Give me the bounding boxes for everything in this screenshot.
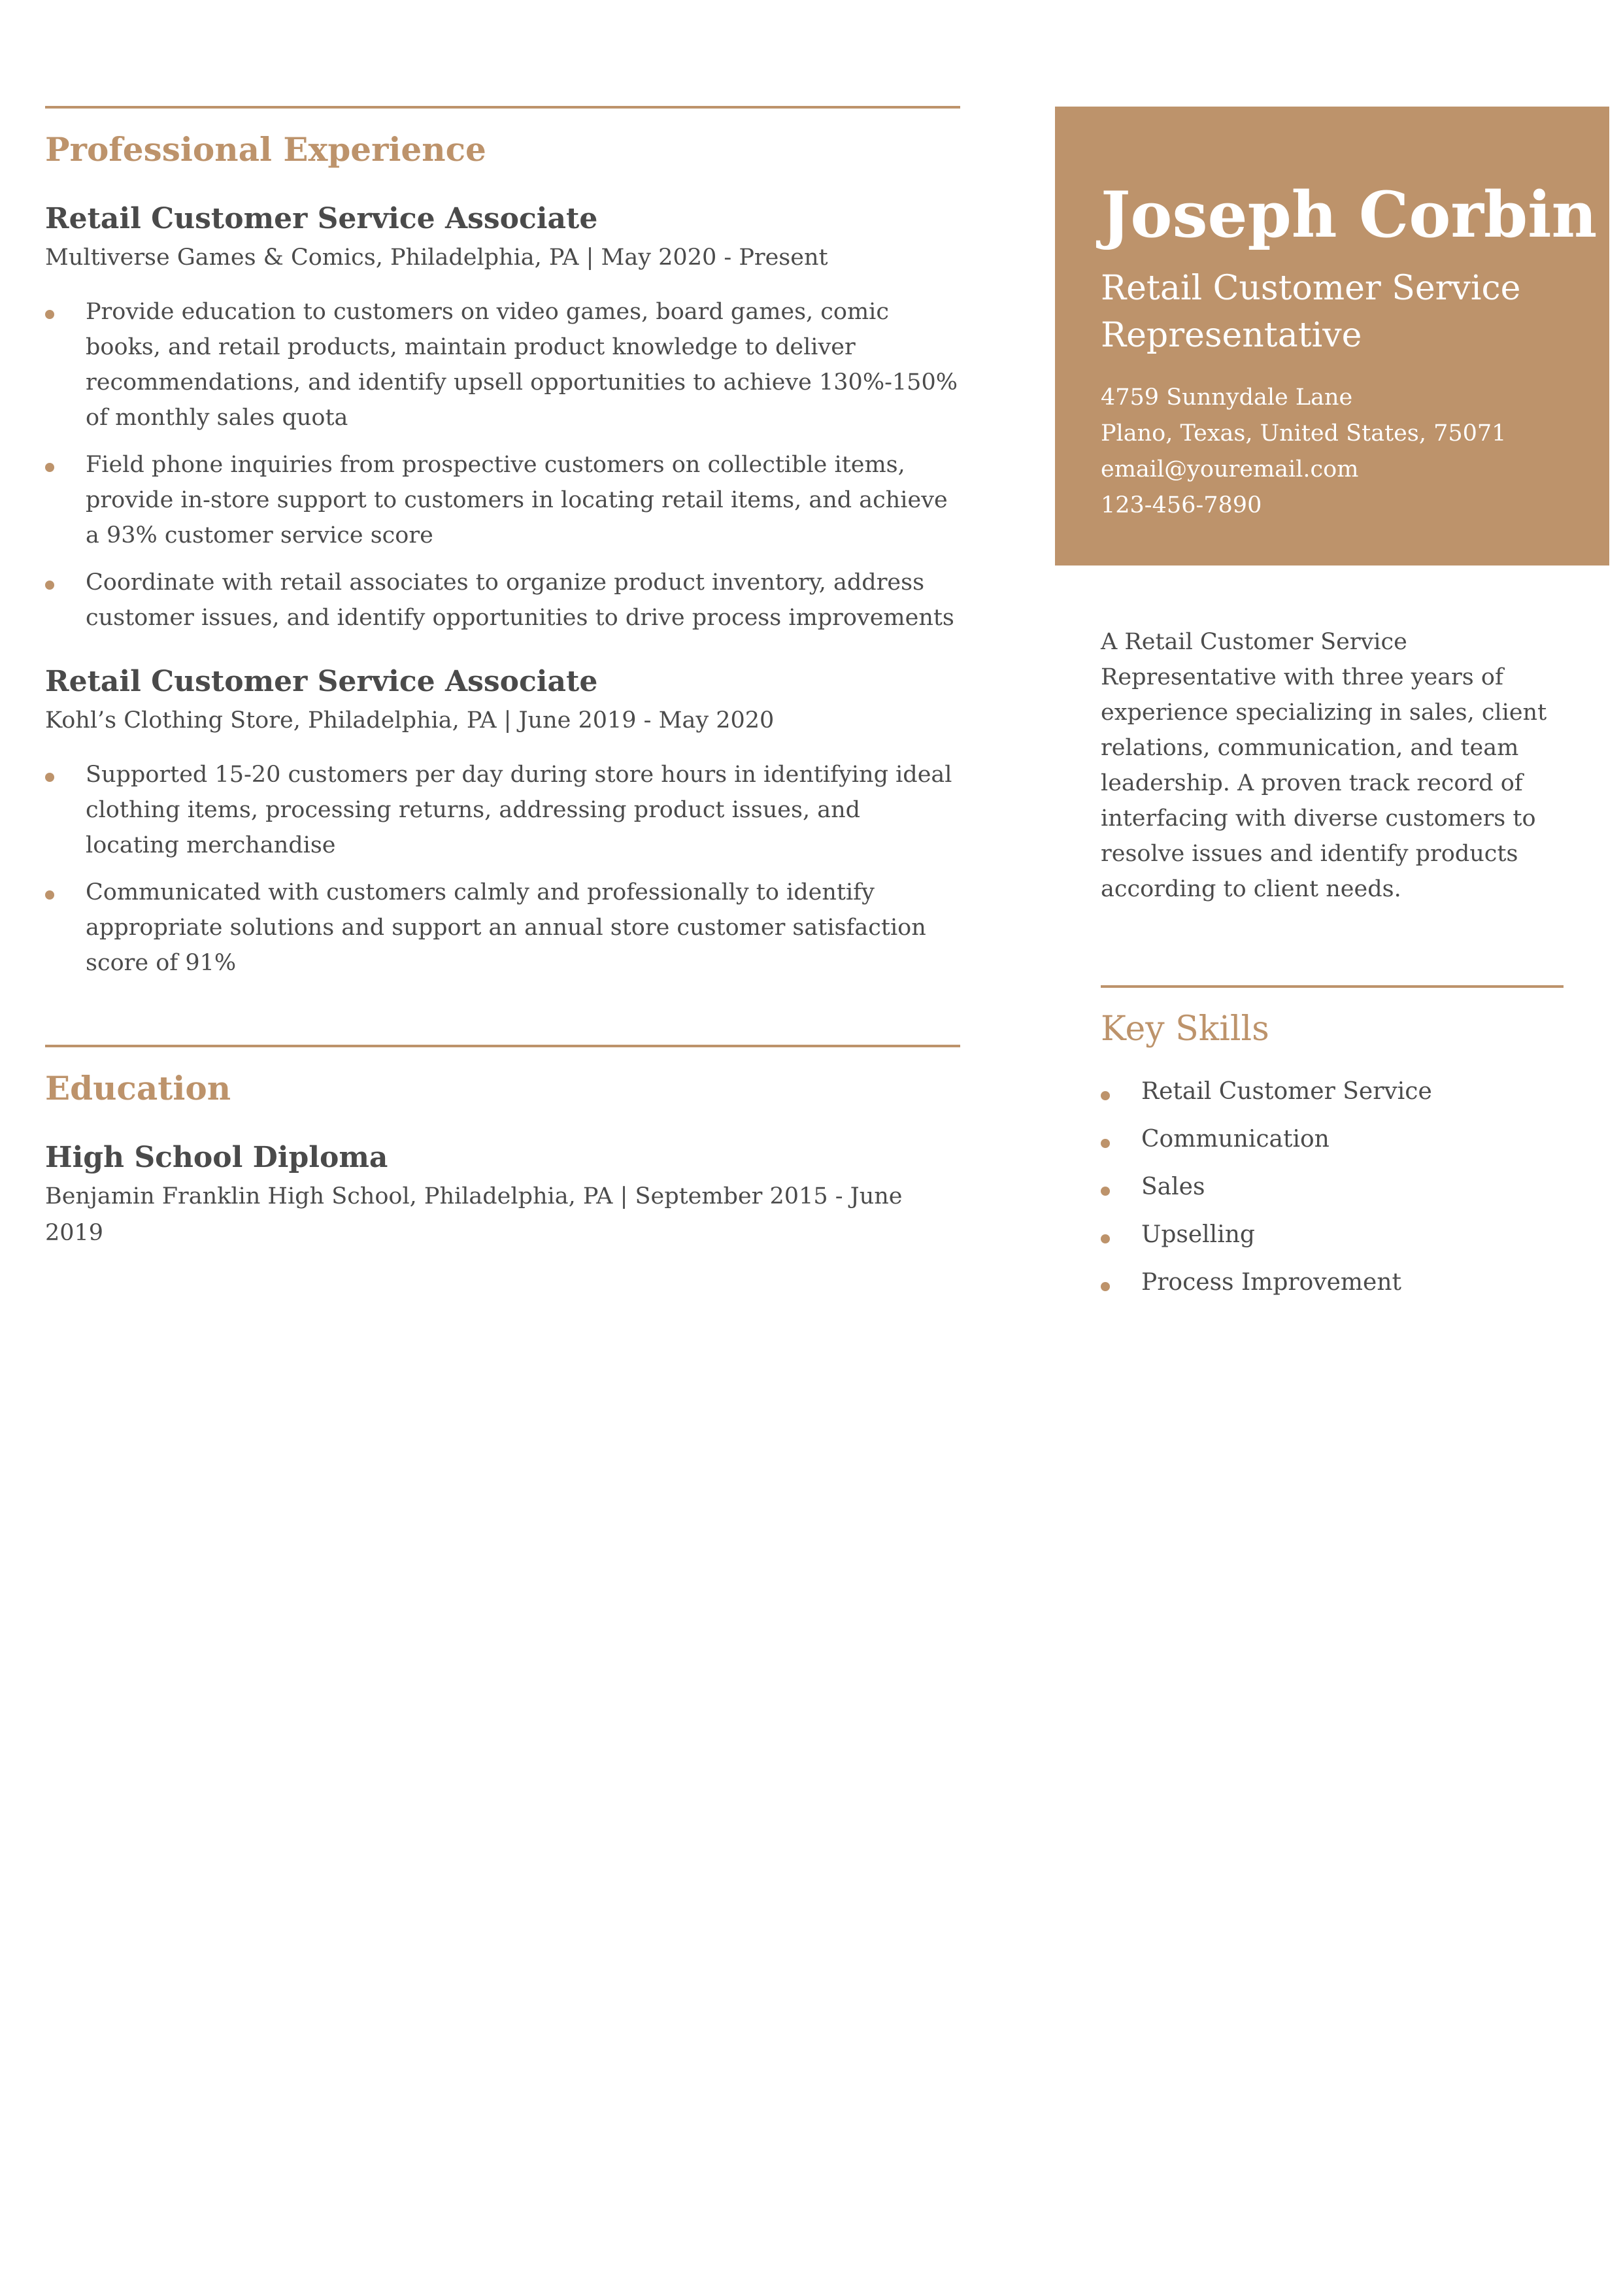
degree-title: High School Diploma — [45, 1141, 388, 1174]
skill-item — [1101, 1122, 1564, 1157]
main-column — [45, 106, 960, 1251]
contact-phone[interactable]: 123-456-7890 — [1101, 492, 1262, 518]
bullet-text: Supported 15-20 customers per day during store hours in identifying ideal clothing items, processing returns, addressing product issues, and locating merchandise — [86, 762, 952, 858]
bullet-dot-icon — [45, 310, 54, 319]
bullet-dot-icon — [1101, 1139, 1110, 1148]
skill-item — [1101, 1170, 1564, 1205]
job-title: Retail Customer Service Associate — [45, 665, 598, 698]
skill-item — [1101, 1217, 1564, 1253]
job-entry — [45, 662, 960, 981]
bullet-dot-icon — [45, 463, 54, 472]
bullet-item — [45, 565, 960, 635]
profile-summary: A Retail Customer Service Representative with three years of experience specializing in sales, client relations, communication, and team leadership. A proven track record of interfacing with diverse customers to resolve issues and identify products according to client needs. — [1101, 629, 1547, 902]
contact-street: 4759 Sunnydale Lane — [1101, 384, 1353, 411]
section-divider — [45, 106, 960, 109]
skill-text: Retail Customer Service — [1141, 1078, 1432, 1105]
job-meta: Kohl’s Clothing Store, Philadelphia, PA | June 2019 - May 2020 — [45, 707, 775, 734]
bullet-text: Coordinate with retail associates to organize product inventory, address customer issues, and identify opportunities to drive process improvements — [86, 569, 954, 631]
skill-item — [1101, 1265, 1564, 1300]
skill-text: Communication — [1141, 1126, 1330, 1153]
contact-city: Plano, Texas, United States, 75071 — [1101, 420, 1507, 447]
education-entry — [45, 1138, 960, 1251]
bullet-text: Communicated with customers calmly and professionally to identify appropriate solutions and support an annual store customer satisfaction score of 91% — [86, 879, 926, 976]
bullet-item — [45, 447, 960, 553]
bullet-dot-icon — [1101, 1091, 1110, 1100]
job-entry — [45, 199, 960, 635]
job-bullets — [45, 757, 960, 981]
candidate-name: Joseph Corbin — [1101, 178, 1598, 252]
contact-block — [1101, 380, 1609, 524]
header-box — [1055, 107, 1609, 566]
bullet-item — [45, 875, 960, 981]
job-bullets — [45, 294, 960, 635]
education-meta: Benjamin Franklin High School, Philadelphia, PA | September 2015 - June 2019 — [45, 1183, 903, 1246]
skill-item — [1101, 1074, 1564, 1109]
section-title-experience: Professional Experience — [45, 130, 486, 169]
contact-email[interactable]: email@youremail.com — [1101, 456, 1359, 482]
bullet-item — [45, 757, 960, 863]
skill-text: Sales — [1141, 1173, 1205, 1200]
section-title-education: Education — [45, 1069, 231, 1107]
section-title-skills: Key Skills — [1101, 1009, 1269, 1049]
bullet-dot-icon — [1101, 1282, 1110, 1291]
bullet-dot-icon — [45, 773, 54, 782]
bullet-dot-icon — [45, 581, 54, 590]
bullet-text: Provide education to customers on video games, board games, comic books, and retail products, maintain product knowledge to deliver recommendations, and identify upsell opportunities to achieve 130%-150% of monthly sales quota — [86, 299, 958, 431]
skills-list — [1101, 1074, 1564, 1300]
education-section — [45, 1045, 960, 1251]
candidate-role: Retail Customer Service Representative — [1101, 269, 1521, 355]
bullet-dot-icon — [1101, 1187, 1110, 1196]
experience-section — [45, 106, 960, 981]
skills-section — [1101, 985, 1564, 1300]
bullet-text: Field phone inquiries from prospective customers on collectible items, provide in-store support to customers in locating retail items, and achieve a 93% customer service score — [86, 452, 948, 549]
skill-text: Process Improvement — [1141, 1269, 1401, 1296]
job-title: Retail Customer Service Associate — [45, 202, 598, 235]
skill-text: Upselling — [1141, 1221, 1255, 1248]
bullet-item — [45, 294, 960, 435]
side-column — [1101, 624, 1564, 1313]
section-divider — [45, 1045, 960, 1047]
section-divider — [1101, 985, 1564, 988]
job-meta: Multiverse Games & Comics, Philadelphia, PA | May 2020 - Present — [45, 245, 828, 271]
bullet-dot-icon — [1101, 1234, 1110, 1243]
bullet-dot-icon — [45, 890, 54, 900]
